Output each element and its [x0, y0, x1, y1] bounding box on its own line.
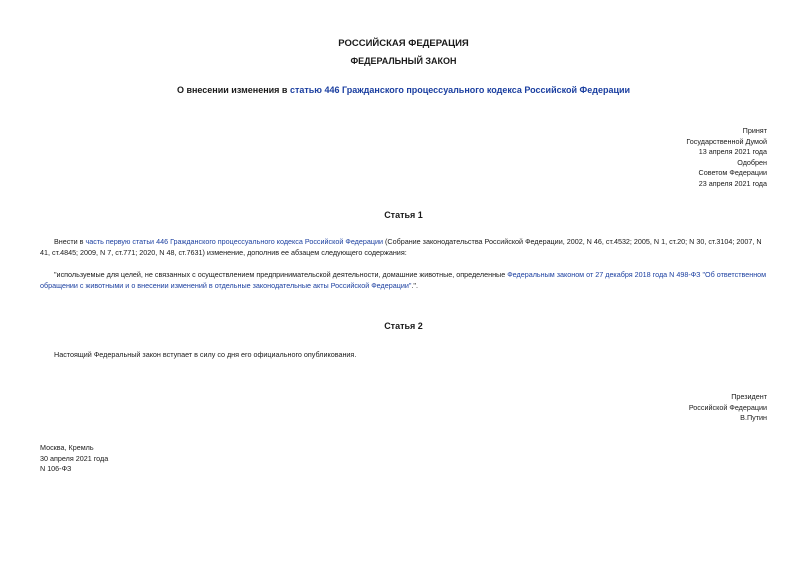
- place-line: Москва, Кремль: [40, 443, 94, 452]
- adoption-line: 13 апреля 2021 года: [698, 147, 767, 157]
- law-title: [0, 85, 807, 95]
- federal-law-link[interactable]: Федеральным законом от 27 декабря 2018 года N 498-ФЗ "Об ответственном обращении с животными и о внесении изменений в отдельные законодательные акты Российской Федерации": [40, 270, 767, 290]
- adoption-line: Одобрен: [737, 157, 767, 167]
- adoption-line: Принят: [742, 126, 767, 135]
- signature-line: Президент: [731, 392, 767, 401]
- paragraph-text: "используемые для целей, не связанных с осуществлением предпринимательской деятельности, домашние животные, определенные: [54, 270, 508, 279]
- article-2-paragraph: Настоящий Федеральный закон вступает в силу со дня его официального опубликования.: [54, 350, 357, 359]
- law-number: N 106-ФЗ: [40, 464, 72, 474]
- date-line: 30 апреля 2021 года: [40, 453, 109, 463]
- adoption-block: [567, 126, 767, 190]
- article-1-heading: Статья 1: [384, 210, 423, 220]
- place-date-block: [40, 443, 108, 475]
- signature-block: [567, 392, 767, 424]
- country-heading: РОССИЙСКАЯ ФЕДЕРАЦИЯ: [338, 38, 469, 49]
- law-title-prefix: О внесении изменения в: [176, 85, 290, 95]
- paragraph-text: .".: [411, 280, 418, 290]
- law-type-heading: ФЕДЕРАЛЬНЫЙ ЗАКОН: [350, 56, 457, 66]
- article-1-paragraph-1: [40, 237, 770, 258]
- paragraph-text: (Собрание законодательства Российской Федерации, 2002, N 46, ст.4532; 2005, N 1, ст.20; N 30, ст.3104; 2007, N 41, ст.4845; 2009, N 7, ст.771; 2020, N 48, ст.7631) изменение, дополнив ее абзацем следующего содержания:: [40, 237, 762, 257]
- adoption-line: Советом Федерации: [698, 168, 767, 178]
- adoption-line: 23 апреля 2021 года: [698, 178, 767, 188]
- signature-line: В.Путин: [740, 413, 767, 423]
- signature-line: Российской Федерации: [688, 402, 767, 412]
- code-article-link[interactable]: часть первую статьи 446 Гражданского процессуального кодекса Российской Федерации: [85, 237, 383, 246]
- adoption-line: Государственной Думой: [686, 136, 767, 146]
- article-1-paragraph-2: [40, 270, 770, 291]
- paragraph-text: Внести в: [54, 237, 86, 246]
- article-2-heading: Статья 2: [384, 321, 423, 331]
- law-title-link[interactable]: статью 446 Гражданского процессуального кодекса Российской Федерации: [289, 85, 631, 95]
